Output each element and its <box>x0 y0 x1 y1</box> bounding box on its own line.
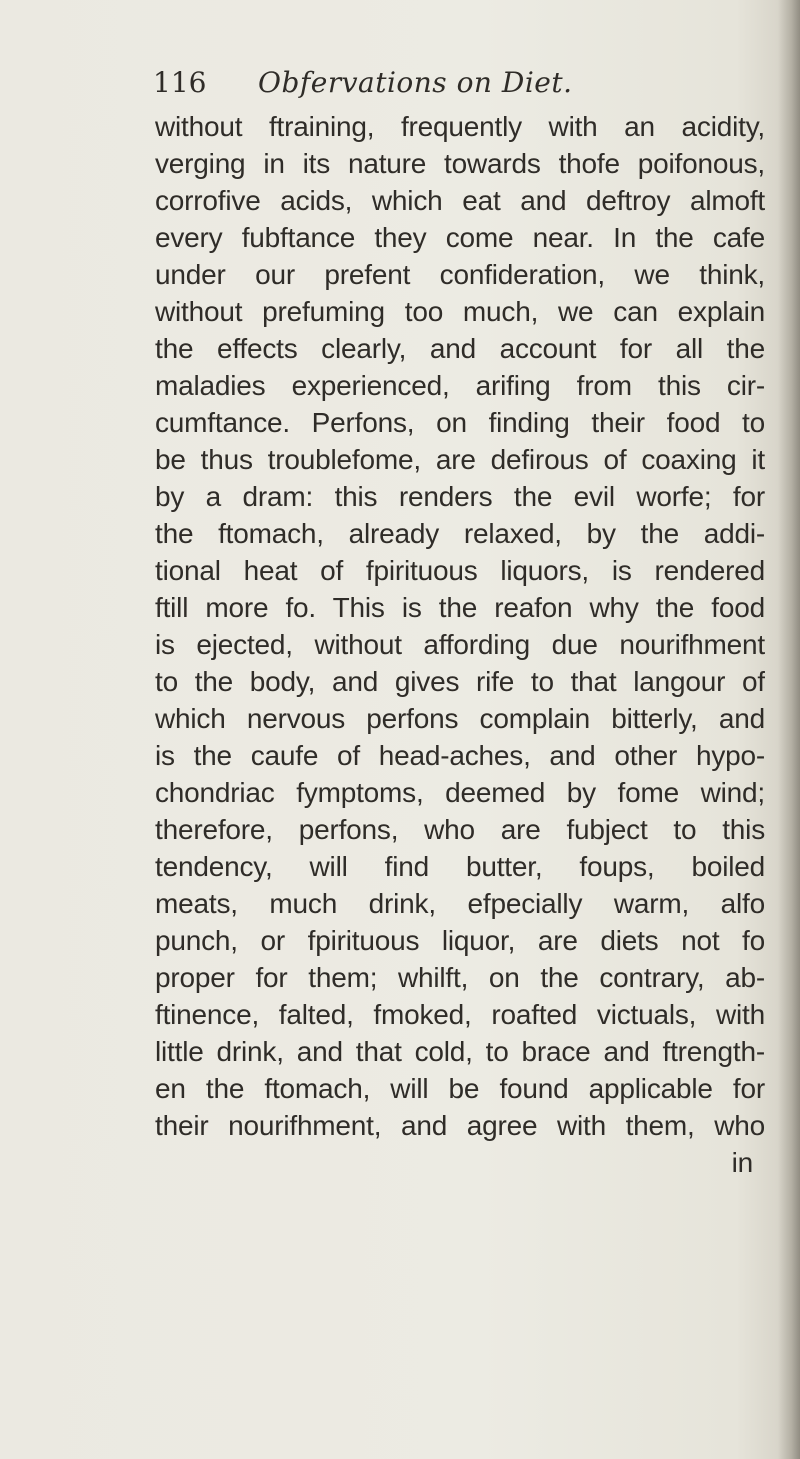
page-number: 116 <box>153 66 207 99</box>
text-line: their nourifhment, and agree with them, who <box>155 1110 765 1141</box>
text-line: the ftomach, already relaxed, by the addi- <box>155 518 765 549</box>
text-line: the effects clearly, and account for all the <box>155 333 765 364</box>
text-line: ftill more fo. This is the reafon why the food <box>155 592 765 623</box>
text-line: tional heat of fpirituous liquors, is rendered <box>155 555 765 586</box>
text-line: therefore, perfons, who are fubject to this <box>155 814 765 845</box>
text-line: chondriac fymptoms, deemed by fome wind; <box>155 777 765 808</box>
page-edge-shadow <box>778 0 800 1459</box>
text-line: to the body, and gives rife to that langour of <box>155 666 765 697</box>
text-line: punch, or fpirituous liquor, are diets not fo <box>155 925 765 956</box>
body-text <box>155 108 765 1181</box>
text-line: cumftance. Perfons, on finding their food to <box>155 407 765 438</box>
text-line: without ftraining, frequently with an acidity, <box>155 111 765 142</box>
text-line: ftinence, falted, fmoked, roafted victuals, with <box>155 999 765 1030</box>
text-line: be thus troublefome, are defirous of coaxing it <box>155 444 765 475</box>
text-line: every fubftance they come near. In the cafe <box>155 222 765 253</box>
text-line: under our prefent confideration, we think, <box>155 259 765 290</box>
text-line: en the ftomach, will be found applicable for <box>155 1073 765 1104</box>
text-line: meats, much drink, efpecially warm, alfo <box>155 888 765 919</box>
catchword: in <box>731 1147 753 1178</box>
text-line: proper for them; whilft, on the contrary, ab- <box>155 962 765 993</box>
text-line: maladies experienced, arifing from this cir- <box>155 370 765 401</box>
text-line: little drink, and that cold, to brace and ftrength- <box>155 1036 765 1067</box>
text-line: which nervous perfons complain bitterly, and <box>155 703 765 734</box>
text-line: is ejected, without affording due nourifhment <box>155 629 765 660</box>
text-line: tendency, will find butter, foups, boiled <box>155 851 765 882</box>
text-line: corrofive acids, which eat and deftroy almoft <box>155 185 765 216</box>
text-line: verging in its nature towards thofe poifonous, <box>155 148 765 179</box>
text-line: by a dram: this renders the evil worfe; for <box>155 481 765 512</box>
page-header <box>153 66 770 106</box>
running-title: Obfervations on Diet. <box>258 66 573 99</box>
text-line: is the caufe of head-aches, and other hypo- <box>155 740 765 771</box>
text-line: without prefuming too much, we can explain <box>155 296 765 327</box>
